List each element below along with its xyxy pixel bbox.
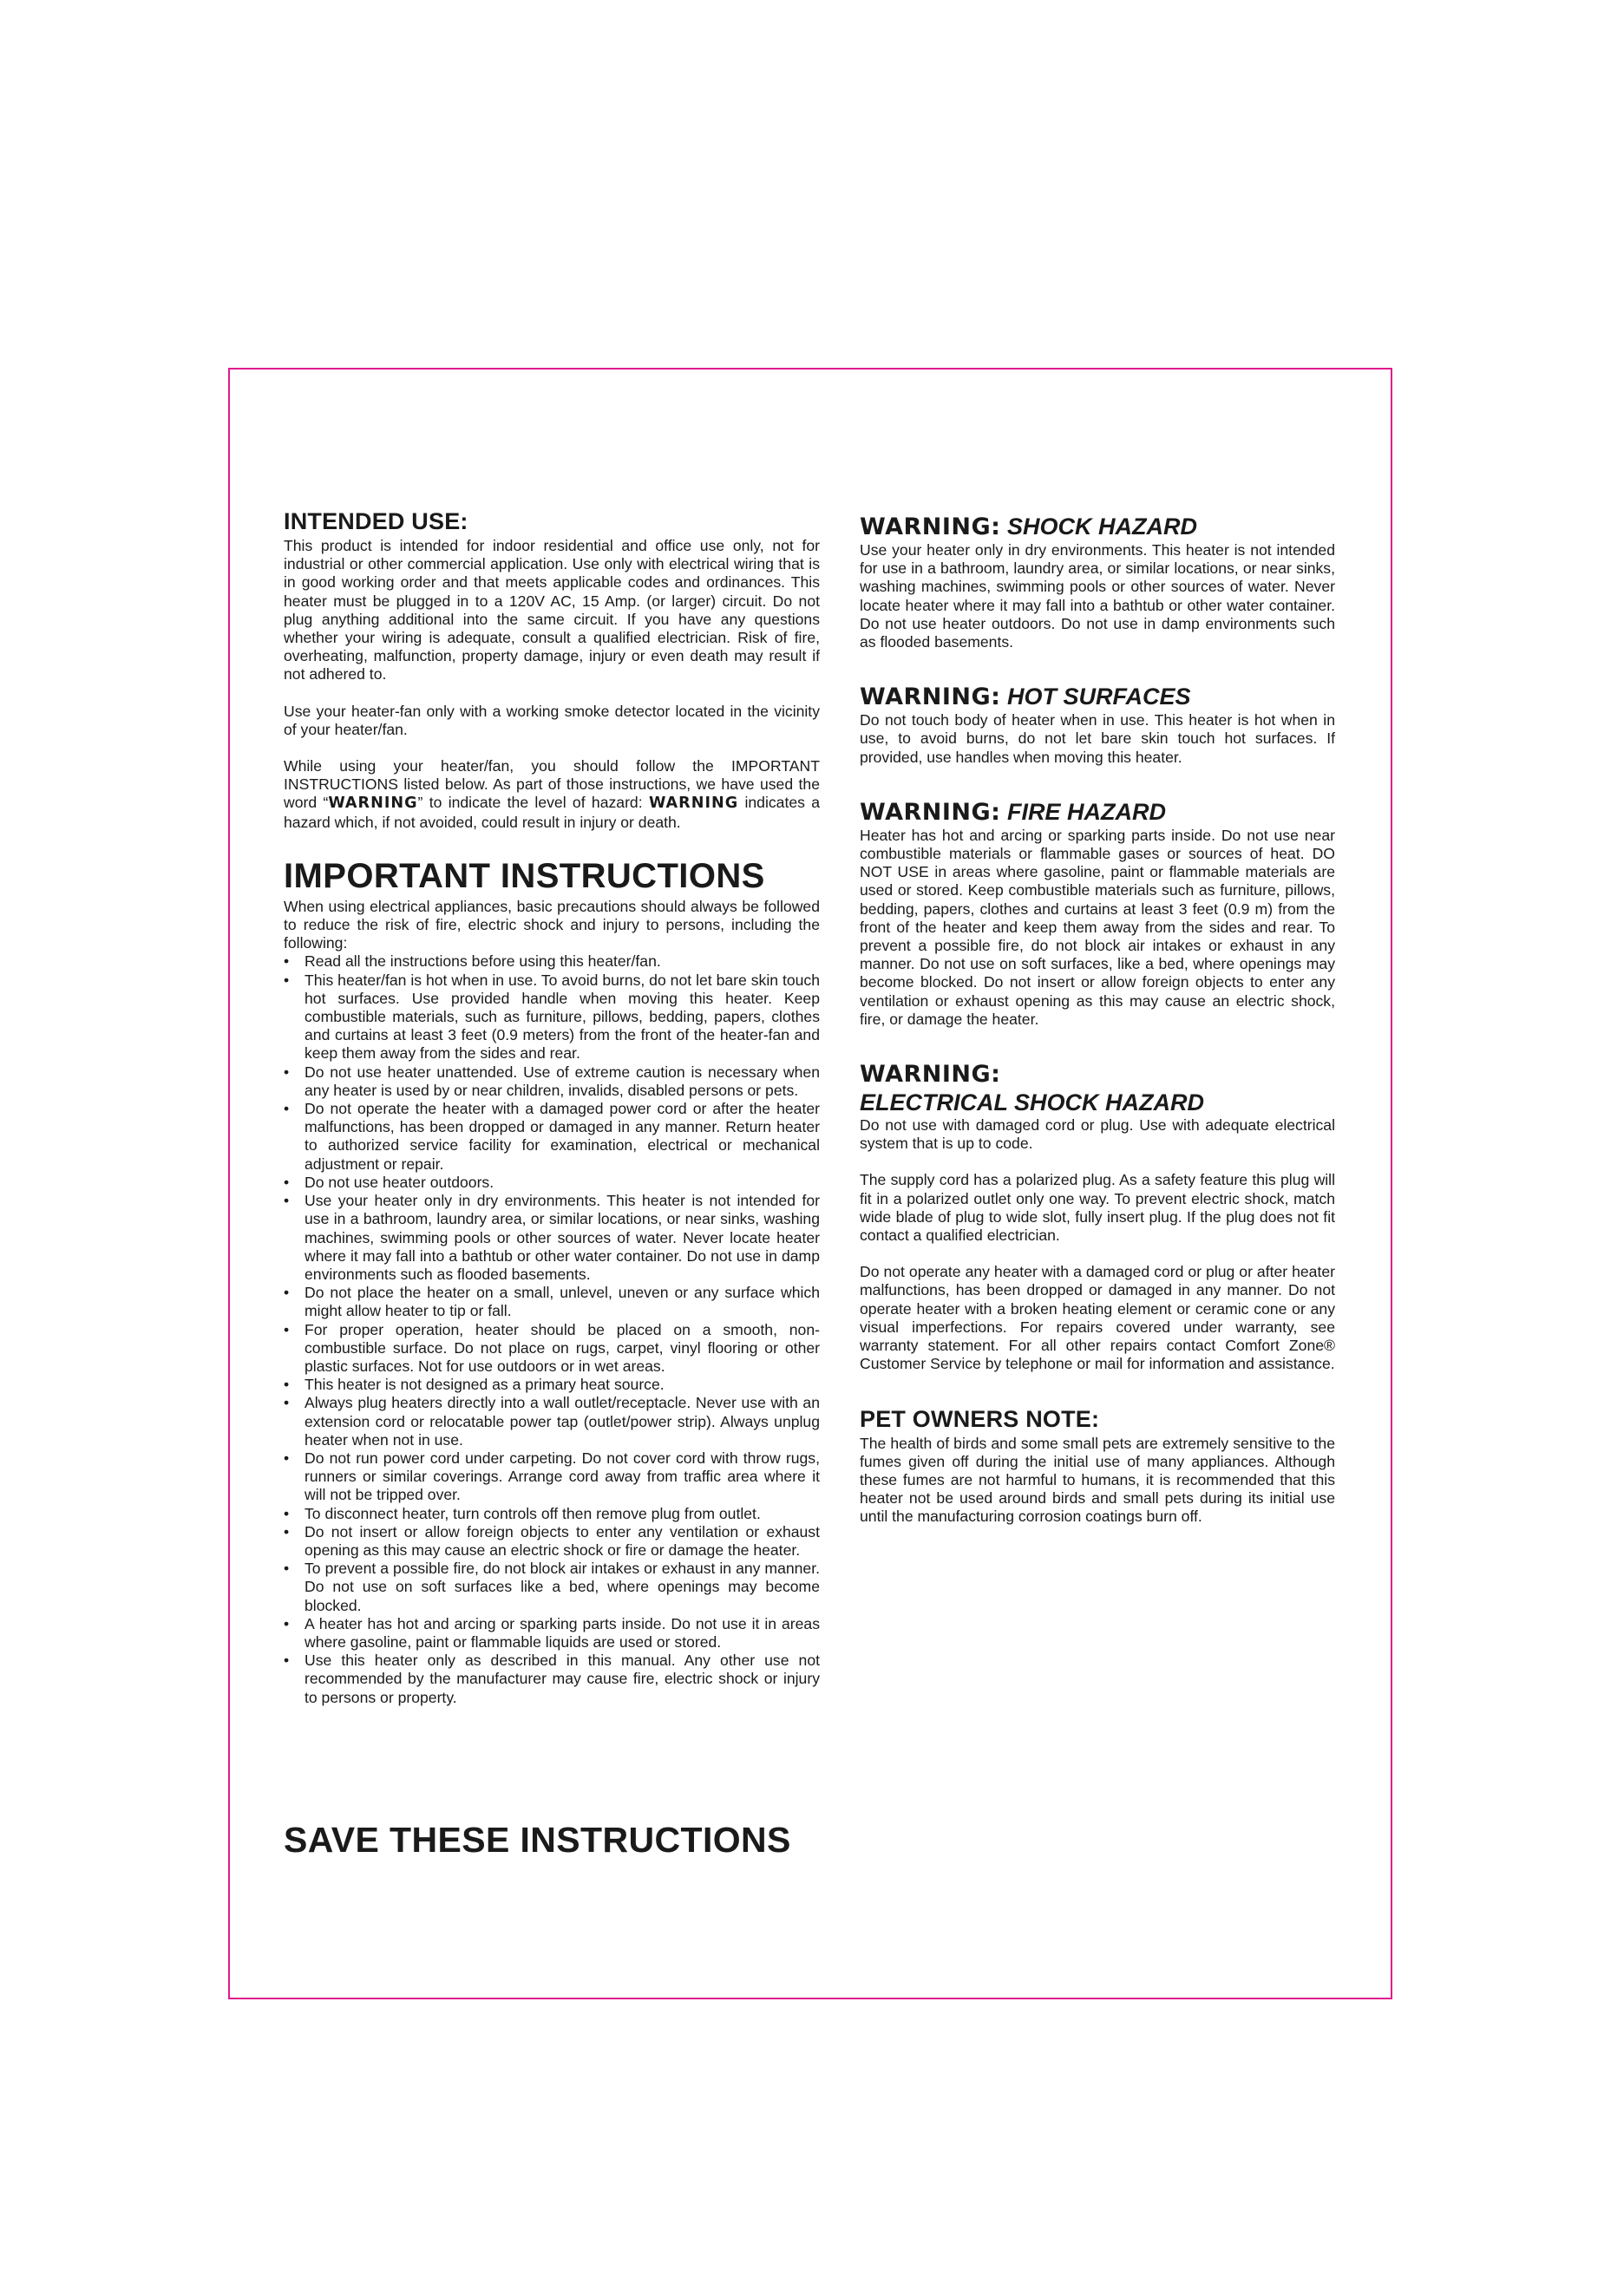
warning-body: Heater has hot and arcing or sparking parts inside. Do not use near combustible materials or flammable gases or sources of heat. DO NOT USE in areas where gasoline, paint or flammable materials are used or stored. Keep combustible materials such as furniture, pillows, bedding, papers, clothes and curtains at least 3 feet (0.9 m) from the front of the heater and keep them away from the sides and rear. To prevent a possible fire, do not block air intakes or exhaust in any manner. Do not use on soft surfaces, like a bed, where openings may become blocked. Do not insert or allow foreign objects to enter any ventilation or exhaust opening as this may cause an electric shock, fire, or damage the heater. bbox=[860, 826, 1335, 1028]
hazard-title: SHOCK HAZARD bbox=[1006, 513, 1197, 540]
intended-p3-text-b: ” to indicate the level of hazard: bbox=[417, 794, 643, 812]
list-item: • This heater/fan is hot when in use. To avoid burns, do not let bare skin touch hot surfaces. Use provided handle when moving this heater. Keep combustible materials, such as furniture, pillows, bedding, papers, clothes and curtains at least 3 feet (0.9 meters) from the front of the heater-fan and keep them away from the sides and rear. bbox=[284, 971, 820, 1063]
warning-keyword: WARNING: bbox=[860, 798, 1001, 826]
pet-owners-heading: PET OWNERS NOTE: bbox=[860, 1405, 1100, 1432]
intended-use-paragraph-3 bbox=[284, 757, 820, 832]
warning-heading bbox=[860, 798, 1335, 827]
warning-body: Do not touch body of heater when in use. This heater is hot when in use, to avoid burns, do not let bare skin touch hot surfaces. If provided, use handles when moving this heater. bbox=[860, 711, 1335, 766]
intended-use-paragraph-1: This product is intended for indoor residential and office use only, not for industrial or other commercial application. Use only with electrical wiring that is in good working order and that meets applicable codes and ordinances. This heater must be plugged in to a 120V AC, 15 Amp. (or larger) circuit. Do not plug anything additional into the same circuit. If you have any questions whether your wiring is adequate, consult a qualified electrician. Risk of fire, overheating, malfunction, property damage, injury or even death may result if not adhered to. bbox=[284, 537, 820, 684]
intended-use-heading: INTENDED USE: bbox=[284, 508, 468, 534]
list-item: • Use your heater only in dry environments. This heater is not intended for use in a bathroom, laundry area, or similar locations, or near sinks, washing machines, swimming pools or other sources of water. Never locate heater where it may fall into a bathtub or other water container. Do not use in damp environments such as flooded basements. bbox=[284, 1192, 820, 1284]
list-item: • Do not use heater unattended. Use of extreme caution is necessary when any heater is used by or near children, invalids, disabled persons or pets. bbox=[284, 1063, 820, 1100]
warning-keyword: WARNING: bbox=[860, 684, 1001, 711]
save-instructions-heading: SAVE THESE INSTRUCTIONS bbox=[284, 1820, 791, 1860]
list-item: • A heater has hot and arcing or sparking parts inside. Do not use it in areas where gasoline, paint or flammable liquids are used or stored. bbox=[284, 1615, 820, 1652]
instructions-list bbox=[284, 952, 820, 1706]
list-item: • Do not run power cord under carpeting. Do not cover cord with throw rugs, runners or similar coverings. Arrange cord away from traffic area where it will not be tripped over. bbox=[284, 1449, 820, 1505]
hazard-title-line bbox=[860, 1089, 1335, 1116]
hazard-title: FIRE HAZARD bbox=[1006, 798, 1166, 825]
important-instructions-intro: When using electrical appliances, basic precautions should always be followed to reduce the risk of fire, electric shock and injury to persons, including the following: bbox=[284, 897, 820, 952]
pet-owners-note bbox=[860, 1405, 1335, 1527]
warning-heading bbox=[860, 1060, 1335, 1089]
right-column bbox=[860, 513, 1335, 1527]
important-instructions-heading: IMPORTANT INSTRUCTIONS bbox=[284, 856, 765, 895]
warning-keyword: WARNING bbox=[328, 795, 418, 813]
warning-shock-hazard bbox=[860, 513, 1335, 651]
intended-p3-text-c: indicates a hazard which, if not avoided, could result in injury or death. bbox=[284, 794, 821, 831]
list-item: • Do not place the heater on a small, unlevel, uneven or any surface which might allow heater to tip or fall. bbox=[284, 1284, 820, 1320]
list-item: • Do not use heater outdoors. bbox=[284, 1174, 820, 1192]
pet-owners-body: The health of birds and some small pets are extremely sensitive to the fumes given off during the initial use of many appliances. Although these fumes are not harmful to humans, it is recommended that this heater not be used around birds and small pets during its initial use until the manufacturing corrosion coatings burn off. bbox=[860, 1434, 1335, 1526]
warning-body: Do not operate any heater with a damaged cord or plug or after heater malfunctions, has been dropped or damaged in any manner. Do not operate heater with a broken heating element or ceramic cone or any visual imperfections. For repairs covered under warranty, see warranty statement. For all other repairs contact Comfort Zone® Customer Service by telephone or mail for information and assistance. bbox=[860, 1263, 1335, 1373]
warning-heading bbox=[860, 513, 1335, 541]
warning-hot-surfaces bbox=[860, 683, 1335, 767]
warning-keyword: WARNING bbox=[648, 795, 739, 813]
warning-electrical-shock-hazard bbox=[860, 1060, 1335, 1373]
hazard-title: ELECTRICAL SHOCK HAZARD bbox=[860, 1089, 1204, 1116]
list-item: • This heater is not designed as a primary heat source. bbox=[284, 1376, 820, 1394]
intended-p3-text-a: While using your heater/fan, you should follow the IMPORTANT INSTRUCTIONS listed below. As part of those instructions, we have used the word “ bbox=[284, 757, 820, 812]
list-item: • Do not insert or allow foreign objects to enter any ventilation or exhaust opening as this may cause an electric shock or fire or damage the heater. bbox=[284, 1523, 820, 1560]
left-column bbox=[284, 507, 820, 1707]
list-item: • Use this heater only as described in this manual. Any other use not recommended by the manufacturer may cause fire, electric shock or injury to persons or property. bbox=[284, 1652, 820, 1707]
warning-heading bbox=[860, 683, 1335, 711]
warning-keyword: WARNING: bbox=[860, 1061, 1001, 1089]
intended-use-paragraph-2: Use your heater-fan only with a working smoke detector located in the vicinity of your heater/fan. bbox=[284, 702, 820, 738]
warning-body: Do not use with damaged cord or plug. Use with adequate electrical system that is up to code. bbox=[860, 1116, 1335, 1153]
list-item: • For proper operation, heater should be placed on a smooth, non-combustible surface. Do not place on rugs, carpet, vinyl flooring or other plastic surfaces. Not for use outdoors or in wet areas. bbox=[284, 1321, 820, 1377]
list-item: • To prevent a possible fire, do not block air intakes or exhaust in any manner. Do not use on soft surfaces like a bed, where openings may become blocked. bbox=[284, 1560, 820, 1615]
warning-body: Use your heater only in dry environments. This heater is not intended for use in a bathroom, laundry area, or similar locations, or near sinks, washing machines, swimming pools or other sources of water. Never locate heater where it may fall into a bathtub or other water container. Do not use heater outdoors. Do not use in damp environments such as flooded basements. bbox=[860, 541, 1335, 651]
warning-body: The supply cord has a polarized plug. As a safety feature this plug will fit in a polarized outlet only one way. To prevent electric shock, match wide blade of plug to wide slot, fully insert plug. If the plug does not fit contact a qualified electrician. bbox=[860, 1171, 1335, 1245]
warning-keyword: WARNING: bbox=[860, 513, 1001, 540]
warning-fire-hazard bbox=[860, 798, 1335, 1029]
hazard-title: HOT SURFACES bbox=[1006, 684, 1191, 710]
list-item: • Do not operate the heater with a damaged power cord or after the heater malfunctions, has been dropped or damaged in any manner. Return heater to authorized service facility for examination, electrical or mechanical adjustment or repair. bbox=[284, 1100, 820, 1174]
list-item: • To disconnect heater, turn controls off then remove plug from outlet. bbox=[284, 1505, 820, 1523]
list-item: • Always plug heaters directly into a wall outlet/receptacle. Never use with an extension cord or relocatable power tap (outlet/power strip). Always unplug heater when not in use. bbox=[284, 1394, 820, 1449]
list-item: • Read all the instructions before using this heater/fan. bbox=[284, 952, 820, 971]
